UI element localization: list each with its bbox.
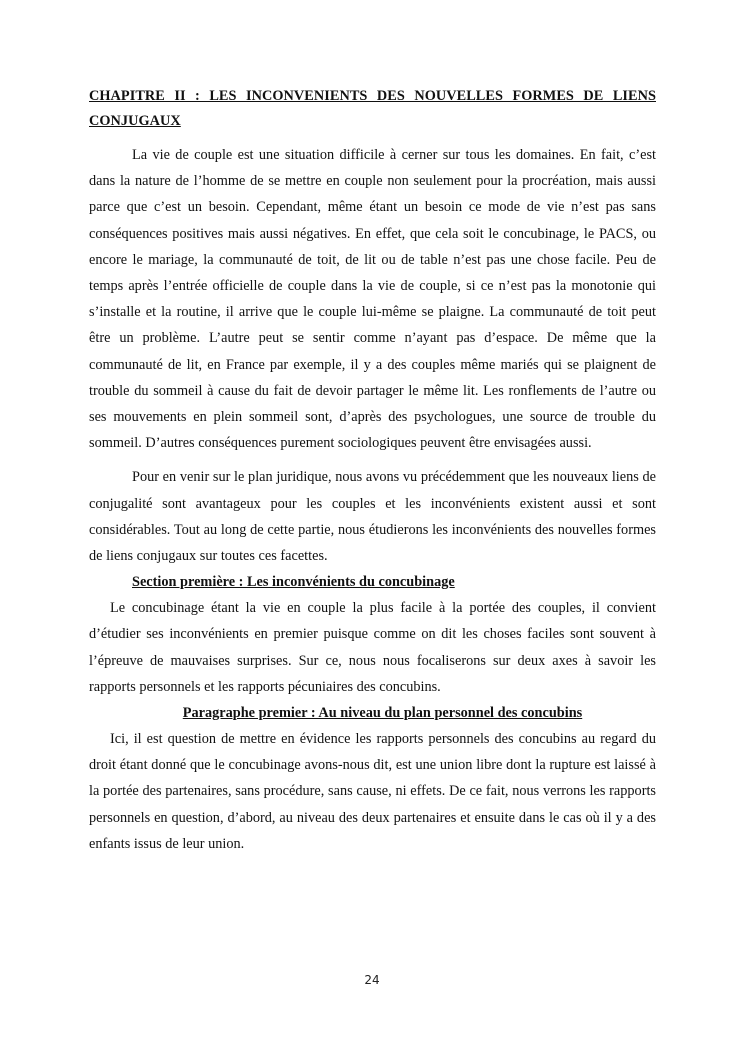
page-number: 24: [364, 973, 380, 987]
section-title-text: Section première : Les inconvénients du concubinage: [132, 574, 455, 591]
paragraph-title-text: Paragraphe premier : Au niveau du plan personnel des concubins: [182, 705, 583, 722]
paragraph-body: Ici, il est question de mettre en évidence les rapports personnels des concubins au regard du droit étant donné que le concubinage avons-nous dit, est une union libre dont la rupture est laissé à la portée des partenaires, sans procédure, sans cause, ni effets. De ce fait, nous verrons les rapports personnels en question, d’abord, au niveau des deux partenaires et ensuite dans le cas où il y a des enfants issus de leur union.: [89, 731, 656, 852]
section-title: [132, 569, 656, 595]
paragraph-title: [109, 700, 656, 726]
document-page: [89, 84, 656, 857]
intro-paragraph-1: La vie de couple est une situation difficile à cerner sur tous les domaines. En fait, c’est dans la nature de l’homme de se mettre en couple non seulement pour la procréation, mais aussi parce que c’est un besoin. Cependant, même étant un besoin ce mode de vie n’est pas sans conséquences positives mais aussi négatives. En effet, que cela soit le concubinage, le PACS, ou encore le mariage, la communauté de toit, de lit ou de table n’est pas une chose facile. Peu de temps après l’entrée officielle de couple dans la vie de couple, si ce n’est pas la monotonie qui s’installe et la routine, il arrive que le couple lui-même se plaigne. La communauté de toit peut être un problème. L’autre peut se sentir comme n’ayant pas d’espace. De même que la communauté de lit, en France par exemple, il y a des couples même mariés qui se plaignent de trouble du sommeil à cause du fait de devoir partager le même lit. Les ronflements de l’autre ou ses mouvements en plein sommeil sont, d’après des psychologues, une source de trouble du sommeil. D’autres conséquences purement sociologiques peuvent être envisagées aussi.: [89, 147, 656, 452]
chapter-title: CHAPITRE II : LES INCONVENIENTS DES NOUVELLES FORMES DE LIENS CONJUGAUX: [89, 88, 656, 129]
intro-paragraph-2: Pour en venir sur le plan juridique, nous avons vu précédemment que les nouveaux liens de conjugalité sont avantageux pour les couples et les inconvénients existent aussi et sont considérables. Tout au long de cette partie, nous étudierons les inconvénients des nouvelles formes de liens conjugaux sur toutes ces facettes.: [89, 469, 656, 565]
section-paragraph: Le concubinage étant la vie en couple la plus facile à la portée des couples, il convient d’étudier ses inconvénients en premier puisque comme on dit les choses faciles sont souvent à l’épreuve de mauvaises surprises. Sur ce, nous nous focaliserons sur deux axes à savoir les rapports personnels et les rapports pécuniaires des concubins.: [89, 600, 656, 695]
